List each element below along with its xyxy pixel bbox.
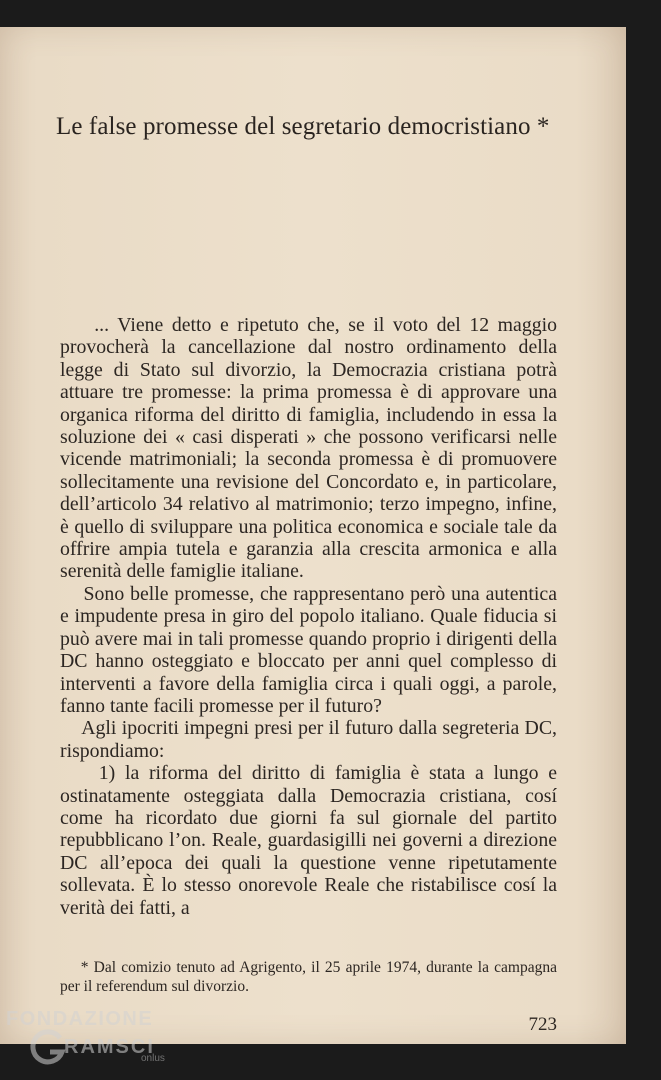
page-title: Le false promesse del segretario democristiano * bbox=[56, 113, 550, 140]
watermark-line-1: FONDAZIONE bbox=[6, 1008, 154, 1030]
paragraph-2: Sono belle promesse, che rappresentano però una autentica e impudente presa in giro del popolo italiano. Quale fiducia si può avere mai in tali promesse quando proprio i dirigenti della DC hanno osteggiato e bloccato per anni quel complesso di interventi a favore della famiglia circa i quali oggi, a parole, fanno tante facili promesse per il futuro? bbox=[60, 582, 557, 717]
paragraph-4: 1) la riforma del diritto di famiglia è stata a lungo e ostinatamente osteggiata dalla Democrazia cristiana, cosí come ha ricordato due giorni fa sul giornale del partito repubblicano l’on. Reale, guardasigilli nei governi a direzione DC all’epoca dei quali la questione venne ripetutamente sollevata. È lo stesso onorevole Reale che ristabilisce cosí la verità dei fatti, a bbox=[60, 762, 557, 919]
footnote: * Dal comizio tenuto ad Agrigento, il 25 aprile 1974, durante la campagna per il referendum sul divorzio. bbox=[60, 959, 557, 995]
watermark-line-3: onlus bbox=[141, 1053, 165, 1064]
book-page bbox=[0, 27, 626, 1044]
body-text bbox=[60, 314, 557, 919]
paragraph-3: Agli ipocriti impegni presi per il futuro dalla segreteria DC, rispondiamo: bbox=[60, 717, 557, 762]
paragraph-1: ... Viene detto e ripetuto che, se il voto del 12 maggio provocherà la cancellazione dal nostro ordinamento della legge di Stato sul divorzio, la Democrazia cristiana potrà attuare tre promesse: la prima promessa è di approvare una organica riforma del diritto di famiglia, includendo in essa la soluzione dei « casi disperati » che possono verificarsi nelle vicende matrimoniali; la seconda promessa è di promuovere sollecitamente una revisione del Concordato e, in particolare, dell’articolo 34 relativo al matrimonio; terzo impegno, infine, è quello di sviluppare una politica economica e sociale tale da offrire ampia tutela e garanzia alla crescita armonica e alla serenità delle famiglie italiane. bbox=[60, 314, 557, 583]
page-number: 723 bbox=[528, 1014, 557, 1035]
watermark-line-2: RAMSCI bbox=[64, 1036, 155, 1058]
